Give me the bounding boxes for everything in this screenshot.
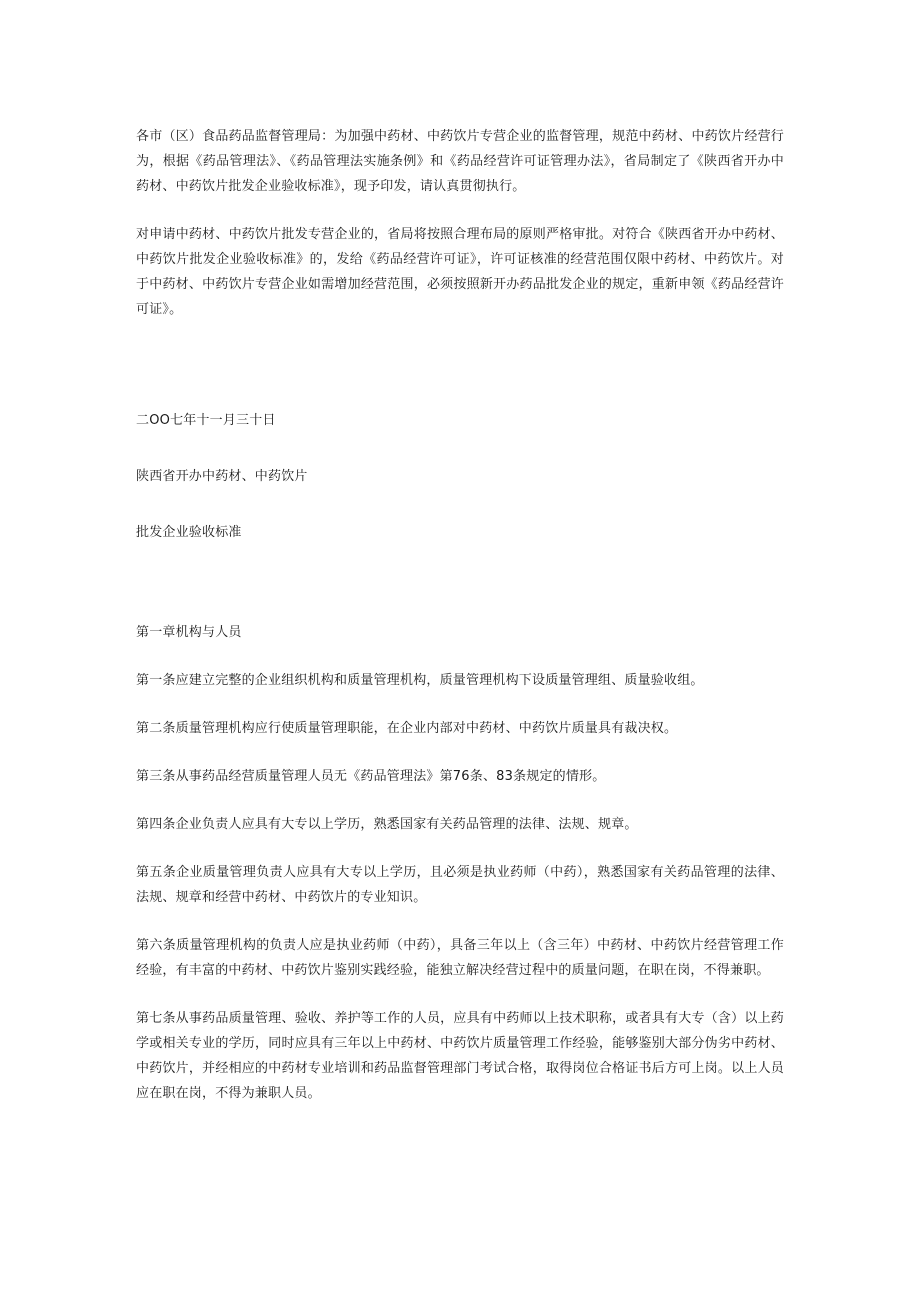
standard-title-line-1: 陕西省开办中药材、中药饮片 bbox=[136, 469, 308, 484]
article-6: 第六条质量管理机构的负责人应是执业药师（中药），具备三年以上（含三年）中药材、中药饮片经营管理工作经验，有丰富的中药材、中药饮片鉴别实践经验，能独立解决经营过程中的质量问题，在职在岗，不得兼职。 bbox=[136, 938, 784, 978]
article-3: 第三条从事药品经营质量管理人员无《药品管理法》第76条、83条规定的情形。 bbox=[136, 769, 606, 784]
document-body bbox=[136, 124, 784, 1106]
article-4: 第四条企业负责人应具有大专以上学历，熟悉国家有关药品管理的法律、法规、规章。 bbox=[136, 817, 638, 832]
article-1: 第一条应建立完整的企业组织机构和质量管理机构，质量管理机构下设质量管理组、质量验收组。 bbox=[136, 673, 704, 688]
article-5: 第五条企业质量管理负责人应具有大专以上学历，且必须是执业药师（中药），熟悉国家有关药品管理的法律、法规、规章和经营中药材、中药饮片的专业知识。 bbox=[136, 865, 784, 905]
issue-date: 二OO七年十一月三十日 bbox=[136, 413, 276, 428]
article-2: 第二条质量管理机构应行使质量管理职能，在企业内部对中药材、中药饮片质量具有裁决权。 bbox=[136, 721, 678, 736]
article-7: 第七条从事药品质量管理、验收、养护等工作的人员，应具有中药师以上技术职称，或者具有大专（含）以上药学或相关专业的学历，同时应具有三年以上中药材、中药饮片质量管理工作经验，能够鉴别大部分伪劣中药材、中药饮片，并经相应的中药材专业培训和药品监督管理部门考试合格，取得岗位合格证书后方可上岗。以上人员应在职在岗，不得为兼职人员。 bbox=[136, 1011, 784, 1101]
standard-title-line-2: 批发企业验收标准 bbox=[136, 525, 242, 540]
intro-paragraph-2: 对申请中药材、中药饮片批发专营企业的，省局将按照合理布局的原则严格审批。对符合《陕西省开办中药材、中药饮片批发企业验收标准》的，发给《药品经营许可证》，许可证核准的经营范围仅限中药材、中药饮片。对于中药材、中药饮片专营企业如需增加经营范围，必须按照新开办药品批发企业的规定，重新申领《药品经营许可证》。 bbox=[136, 227, 784, 317]
chapter-heading: 第一章机构与人员 bbox=[136, 625, 242, 640]
intro-paragraph-1: 各市（区）食品药品监督管理局：为加强中药材、中药饮片专营企业的监督管理，规范中药材、中药饮片经营行为，根据《药品管理法》、《药品管理法实施条例》和《药品经营许可证管理办法》，省局制定了《陕西省开办中药材、中药饮片批发企业验收标准》，现予印发，请认真贯彻执行。 bbox=[136, 129, 784, 194]
